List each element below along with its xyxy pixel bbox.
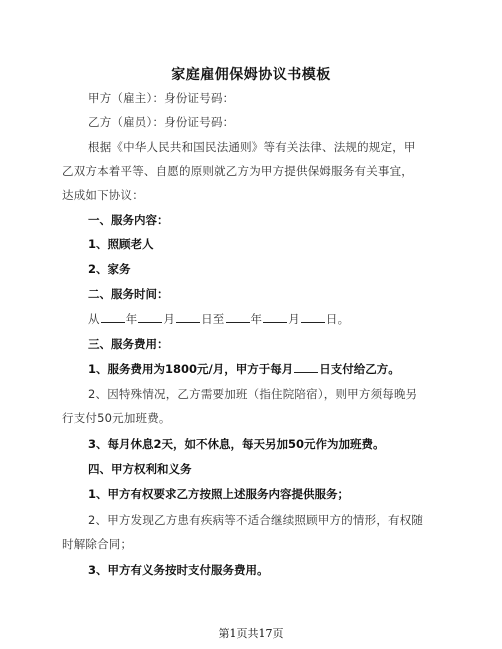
- section-1-item-2: 2、家务: [88, 262, 131, 276]
- day-to-label: 日至: [201, 312, 225, 326]
- fee-item-1: [88, 361, 400, 377]
- section-1-item-1: 1、照顾老人: [88, 237, 154, 251]
- year-label-1: 年: [125, 312, 138, 326]
- year-blank-1: [101, 312, 125, 323]
- month-label-2: 月: [288, 312, 300, 326]
- rights-item-1: 1、甲方有权要求乙方按照上述服务内容提供服务；: [88, 487, 349, 501]
- section-3-heading: 三、服务费用：: [88, 337, 169, 351]
- document-title: 家庭雇佣保姆协议书模板: [171, 67, 331, 83]
- month-blank-1: [138, 312, 162, 323]
- section-4-heading: 四、甲方权利和义务: [88, 462, 192, 476]
- intro-line-1: 根据《中华人民共和国民法通则》等有关法律、法规的规定，甲: [88, 140, 416, 154]
- section-1-heading: 一、服务内容：: [88, 213, 169, 227]
- section-2-heading: 二、服务时间：: [88, 287, 169, 301]
- year-blank-2: [226, 312, 250, 323]
- month-label-1: 月: [163, 312, 176, 326]
- day-end-label: 日。: [325, 312, 350, 326]
- rights-item-2-line-1: 2、甲方发现乙方患有疾病等不适合继续照顾甲方的情形，有权随: [88, 513, 424, 527]
- rights-item-3: 3、甲方有义务按时支付服务费用。: [88, 563, 269, 577]
- service-time-line: [88, 311, 349, 327]
- month-blank-2: [263, 312, 287, 323]
- rights-item-2-line-2: 时解除合同；: [62, 537, 133, 551]
- fee-item-2-line-1: 2、因特殊情况，乙方需要加班（指住院陪宿），则甲方须每晚另: [88, 387, 418, 401]
- day-blank-1: [176, 312, 200, 323]
- fee-item-1-tail: 日支付给乙方。: [319, 362, 400, 376]
- pay-day-blank: [294, 362, 318, 373]
- page-indicator: 第1页共17页: [218, 627, 284, 640]
- intro-line-3: 达成如下协议：: [62, 188, 144, 202]
- year-label-2: 年: [250, 312, 263, 326]
- fee-item-2-line-2: 行支付50元加班费。: [62, 411, 171, 425]
- fee-item-1-text: 1、服务费用为1800元/月，甲方于每月: [88, 362, 294, 376]
- party-b-line: 乙方（雇员）：身份证号码：: [88, 115, 235, 129]
- fee-item-3: 3、每月休息2天，如不休息，每天另加50元作为加班费。: [88, 437, 385, 451]
- time-from-label: 从: [88, 312, 100, 326]
- day-blank-2: [301, 312, 325, 323]
- party-a-line: 甲方（雇主）：身份证号码：: [88, 91, 235, 105]
- intro-line-2: 乙双方本着平等、自愿的原则就乙方为甲方提供保姆服务有关事宜，: [62, 164, 413, 178]
